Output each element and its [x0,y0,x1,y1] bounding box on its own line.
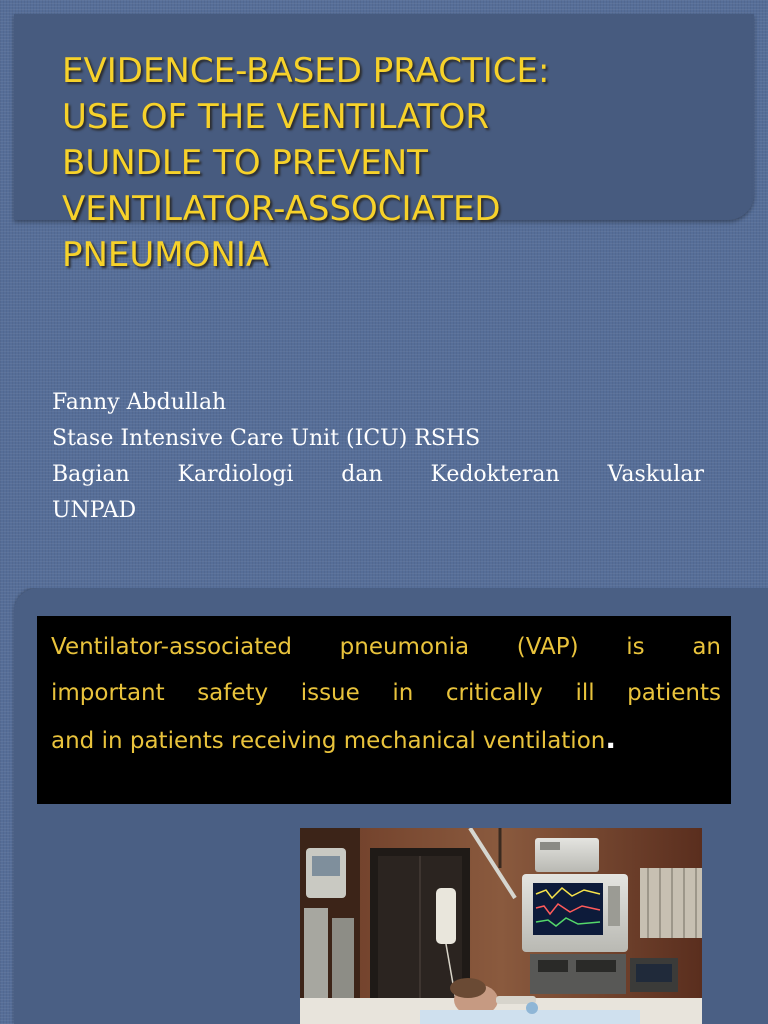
department-word: Bagian [52,462,130,487]
vap-word: issue [300,680,360,706]
vap-statement [51,624,721,764]
author-university: UNPAD [52,498,137,523]
department-word: Vaskular [607,462,704,487]
vap-word: in [392,680,414,706]
title-line: VENTILATOR-ASSOCIATED [62,189,501,229]
content-slide [0,588,768,1024]
vap-word: pneumonia [339,634,470,660]
vap-line-3-text: and in patients receiving mechanical ventilation [51,728,606,754]
icu-patient-on-ventilator-photo [300,828,702,1024]
vap-word: ill [575,680,595,706]
vap-line-1 [51,624,721,670]
title-line: PNEUMONIA [62,235,270,275]
vap-word: important [51,680,165,706]
title-line: EVIDENCE-BASED PRACTICE: [62,51,550,91]
vap-word: safety [197,680,269,706]
vap-word: Ventilator-associated [51,634,292,660]
slide-title [62,48,742,278]
department-word: Kardiologi [177,462,294,487]
vap-word: patients [627,680,721,706]
title-line: BUNDLE TO PREVENT [62,143,428,183]
vap-word: an [692,634,721,660]
author-name: Fanny Abdullah [52,390,227,415]
vap-line-3 [51,716,721,764]
department-word: Kedokteran [430,462,560,487]
vap-text-box [37,616,731,804]
vap-word: critically [445,680,543,706]
author-block [52,385,704,529]
vap-word: is [626,634,645,660]
vap-line-2 [51,670,721,716]
author-department [52,457,704,493]
title-line: USE OF THE VENTILATOR [62,97,489,137]
author-unit: Stase Intensive Care Unit (ICU) RSHS [52,426,481,451]
department-word: dan [341,462,383,487]
vap-word: (VAP) [516,634,579,660]
vap-period: . [605,722,616,755]
icu-photo [300,828,702,1024]
